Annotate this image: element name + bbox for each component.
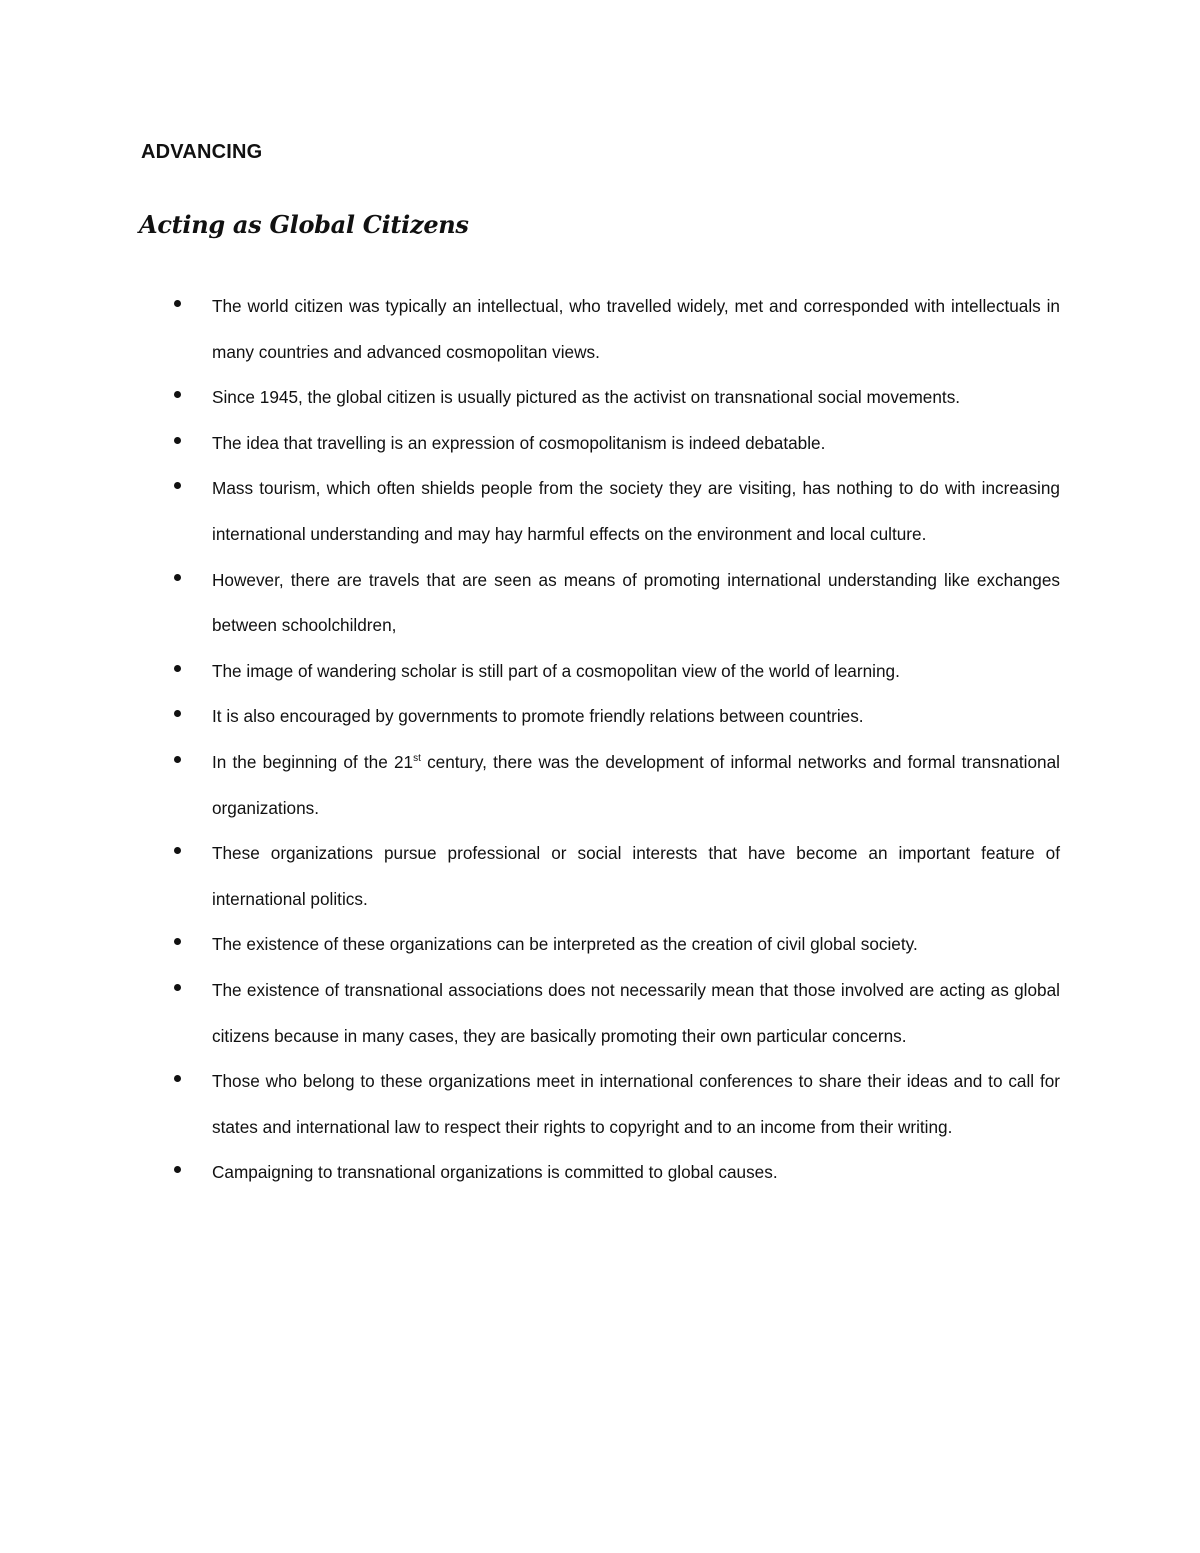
bullet-text-part: In the beginning of the 21 <box>212 751 414 772</box>
bullet-text: The existence of transnational associations does not necessarily mean that those involved are acting as global citizens because in many cases, they are basically promoting their own particular concerns. <box>212 979 1060 1046</box>
bullet-item <box>0 1059 1200 1150</box>
document-subtitle: Acting as Global Citizens <box>139 210 469 239</box>
bullet-item <box>0 1150 1200 1196</box>
bullet-item <box>0 694 1200 740</box>
document-heading: ADVANCING <box>141 141 263 163</box>
bullet-superscript: st <box>413 752 421 764</box>
bullet-item <box>0 649 1200 695</box>
bullet-dot-icon <box>174 938 181 945</box>
bullet-text: Mass tourism, which often shields people from the society they are visiting, has nothing to do with increasing international understanding and may hay harmful effects on the environment and local culture. <box>212 478 1060 544</box>
bullet-text: Those who belong to these organizations meet in international conferences to share their ideas and to call for states and international law to respect their rights to copyright and to an income from their writing. <box>212 1071 1060 1137</box>
bullet-dot-icon <box>174 482 181 489</box>
bullet-text: These organizations pursue professional or social interests that have become an important feature of international politics. <box>212 843 1060 909</box>
bullet-dot-icon <box>174 300 181 307</box>
bullet-text: It is also encouraged by governments to promote friendly relations between countries. <box>212 706 864 727</box>
bullet-dot-icon <box>174 391 181 398</box>
bullet-dot-icon <box>174 984 181 991</box>
bullet-dot-icon <box>174 1166 181 1173</box>
bullet-text: However, there are travels that are seen as means of promoting international understanding like exchanges between schoolchildren, <box>212 569 1060 636</box>
bullet-text: The image of wandering scholar is still part of a cosmopolitan view of the world of learning. <box>212 660 900 681</box>
bullet-text-part: century, there was the development of informal networks and formal transnational organizations. <box>212 751 1060 818</box>
bullet-text: Since 1945, the global citizen is usually pictured as the activist on transnational social movements. <box>212 387 961 408</box>
bullet-list <box>0 284 1200 1196</box>
bullet-item <box>0 968 1200 1059</box>
bullet-item <box>0 421 1200 467</box>
bullet-text: Campaigning to transnational organizations is committed to global causes. <box>212 1162 778 1183</box>
bullet-item <box>0 558 1200 649</box>
bullet-text: The existence of these organizations can be interpreted as the creation of civil global society. <box>212 934 918 955</box>
bullet-dot-icon <box>174 665 181 672</box>
bullet-dot-icon <box>174 756 181 763</box>
bullet-dot-icon <box>174 437 181 444</box>
bullet-item <box>0 284 1200 375</box>
bullet-item <box>0 922 1200 968</box>
bullet-item <box>0 831 1200 922</box>
bullet-item <box>0 375 1200 421</box>
bullet-dot-icon <box>174 710 181 717</box>
bullet-dot-icon <box>174 574 181 581</box>
bullet-dot-icon <box>174 847 181 854</box>
bullet-text <box>212 740 1060 831</box>
bullet-text: The world citizen was typically an intellectual, who travelled widely, met and corresponded with intellectuals in many countries and advanced cosmopolitan views. <box>212 296 1060 362</box>
bullet-dot-icon <box>174 1075 181 1082</box>
bullet-text: The idea that travelling is an expression of cosmopolitanism is indeed debatable. <box>212 432 826 453</box>
bullet-item <box>0 466 1200 557</box>
bullet-item <box>0 740 1200 831</box>
